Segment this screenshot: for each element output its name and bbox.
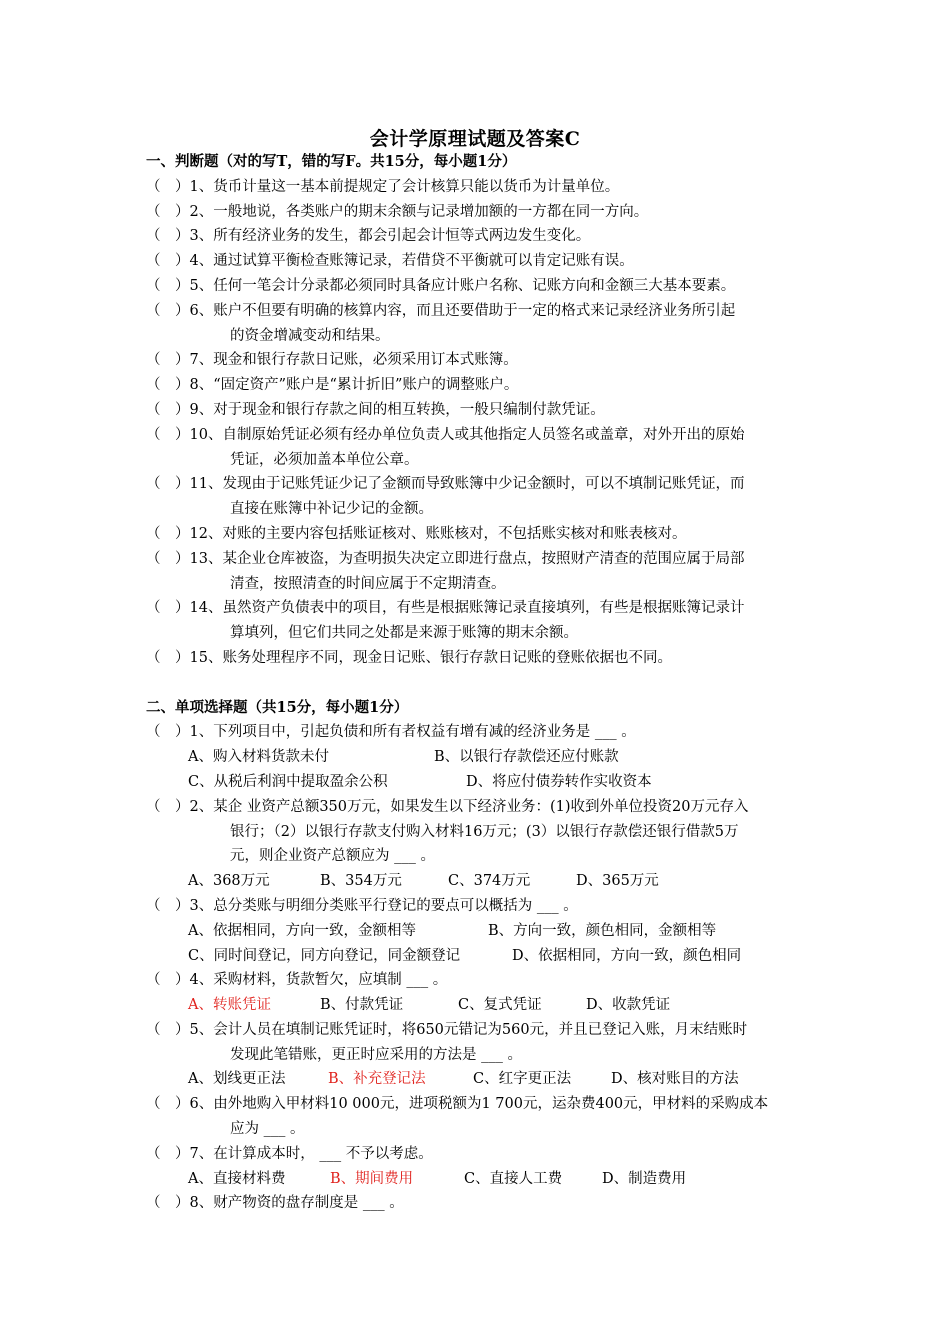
choice-question-continuation: 元，则企业资产总额应为 ___ 。 <box>230 848 435 865</box>
document-body <box>146 150 811 1216</box>
option-a-answer: A、转账凭证 <box>188 997 271 1014</box>
choice-question-7: （ ）7、在计算成本时， ___ 不予以考虑。 <box>146 1145 433 1162</box>
choice-question-1: （ ）1、下列项目中，引起负债和所有者权益有增有减的经济业务是 ___ 。 <box>146 724 636 741</box>
judgement-item: （ ）3、所有经济业务的发生，都会引起会计恒等式两边发生变化。 <box>146 228 591 245</box>
option-a: A、直接材料费 <box>188 1170 286 1187</box>
option-d: D、依据相同，方向一致，颜色相同 <box>512 947 742 964</box>
section1-heading: 一、判断题（对的写T，错的写F。共15分，每小题1分） <box>146 153 517 170</box>
choice-question-continuation: 发现此笔错账，更正时应采用的方法是 ___ 。 <box>230 1046 522 1063</box>
choice-options-row <box>146 1067 811 1092</box>
judgement-item-continuation: 直接在账簿中补记少记的金额。 <box>230 501 433 518</box>
judgement-item: （ ）11、发现由于记账凭证少记了金额而导致账簿中少记金额时，可以不填制记账凭证，而 <box>146 476 745 493</box>
choice-question-6: （ ）6、由外地购入甲材料10 000元，进项税额为1 700元，运杂费400元，甲材料的采购成本 <box>146 1096 769 1113</box>
judgement-item: （ ）7、现金和银行存款日记账，必须采用订本式账簿。 <box>146 352 518 369</box>
option-c: C、从税后利润中提取盈余公积 <box>188 773 388 790</box>
option-b: B、354万元 <box>320 873 402 890</box>
judgement-item-continuation: 凭证，必须加盖本单位公章。 <box>230 451 419 468</box>
section1-list <box>146 175 811 671</box>
choice-question-continuation: 银行；（2）以银行存款支付购入材料16万元；(3）以银行存款偿还银行借款5万 <box>230 823 739 840</box>
choice-question-5: （ ）5、会计人员在填制记账凭证时，将650元错记为560元，并且已登记入账，月末结账时 <box>146 1021 748 1038</box>
judgement-item: （ ）13、某企业仓库被盗，为查明损失决定立即进行盘点，按照财产清查的范围应属于局部 <box>146 550 745 567</box>
judgement-item: （ ）1、货币计量这一基本前提规定了会计核算只能以货币为计量单位。 <box>146 178 620 195</box>
section-spacer <box>146 671 811 696</box>
judgement-item: （ ）14、虽然资产负债表中的项目，有些是根据账簿记录直接填列，有些是根据账簿记录计 <box>146 600 745 617</box>
choice-options-row <box>146 993 811 1018</box>
choice-options-row <box>146 1167 811 1192</box>
judgement-item: （ ）2、一般地说，各类账户的期末余额与记录增加额的一方都在同一方向。 <box>146 203 649 220</box>
choice-question-8: （ ）8、财产物资的盘存制度是 ___ 。 <box>146 1195 404 1212</box>
judgement-item-continuation: 算填列，但它们共同之处都是来源于账簿的期末余额。 <box>230 625 578 642</box>
judgement-item-continuation: 的资金增减变动和结果。 <box>230 327 390 344</box>
choice-options-row <box>146 745 811 770</box>
option-d: D、365万元 <box>576 873 659 890</box>
option-d: D、核对账目的方法 <box>611 1071 739 1088</box>
judgement-item: （ ）8、“固定资产”账户是“累计折旧”账户的调整账户。 <box>146 377 519 394</box>
choice-options-row <box>146 919 811 944</box>
option-c: C、红字更正法 <box>473 1071 572 1088</box>
option-b: B、方向一致，颜色相同，金额相等 <box>488 922 717 939</box>
choice-options-row <box>146 944 811 969</box>
judgement-item-continuation: 清查，按照清查的时间应属于不定期清查。 <box>230 575 506 592</box>
option-b: B、以银行存款偿还应付账款 <box>434 749 619 766</box>
option-b-answer: B、期间费用 <box>330 1170 414 1187</box>
option-c: C、同时间登记，同方向登记，同金额登记 <box>188 947 461 964</box>
judgement-item: （ ）6、账户不但要有明确的核算内容，而且还要借助于一定的格式来记录经济业务所引起 <box>146 302 736 319</box>
option-d: D、制造费用 <box>602 1170 687 1187</box>
option-a: A、划线更正法 <box>188 1071 286 1088</box>
option-b: B、付款凭证 <box>320 997 404 1014</box>
judgement-item: （ ）15、账务处理程序不同，现金日记账、银行存款日记账的登账依据也不同。 <box>146 649 672 666</box>
option-d: D、收款凭证 <box>586 997 671 1014</box>
judgement-item: （ ）9、对于现金和银行存款之间的相互转换，一般只编制付款凭证。 <box>146 401 605 418</box>
option-a: A、368万元 <box>188 873 270 890</box>
option-c: C、复式凭证 <box>458 997 542 1014</box>
judgement-item: （ ）4、通过试算平衡检查账簿记录，若借贷不平衡就可以肯定记账有误。 <box>146 253 634 270</box>
judgement-item: （ ）10、自制原始凭证必须有经办单位负责人或其他指定人员签名或盖章，对外开出的原始 <box>146 426 745 443</box>
choice-options-row <box>146 770 811 795</box>
option-b-answer: B、补充登记法 <box>328 1071 426 1088</box>
choice-question-continuation: 应为 ___ 。 <box>230 1121 305 1138</box>
option-c: C、374万元 <box>448 873 531 890</box>
judgement-item: （ ）5、任何一笔会计分录都必须同时具备应计账户名称、记账方向和金额三大基本要素。 <box>146 277 736 294</box>
document-title: 会计学原理试题及答案C <box>369 128 581 150</box>
judgement-item: （ ）12、对账的主要内容包括账证核对、账账核对，不包括账实核对和账表核对。 <box>146 525 687 542</box>
option-a: A、依据相同，方向一致，金额相等 <box>188 922 416 939</box>
section2-heading: 二、单项选择题（共15分，每小题1分） <box>146 698 409 716</box>
choice-question-3: （ ）3、总分类账与明细分类账平行登记的要点可以概括为 ___ 。 <box>146 897 578 914</box>
choice-question-2: （ ）2、某企 业资产总额350万元，如果发生以下经济业务：(1)收到外单位投资20万元存入 <box>146 798 749 815</box>
choice-options-row <box>146 869 811 894</box>
option-a: A、购入材料货款未付 <box>188 749 329 766</box>
choice-question-4: （ ）4、采购材料，货款暂欠，应填制 ___ 。 <box>146 972 448 989</box>
option-c: C、直接人工费 <box>464 1170 563 1187</box>
option-d: D、将应付债券转作实收资本 <box>466 773 652 790</box>
